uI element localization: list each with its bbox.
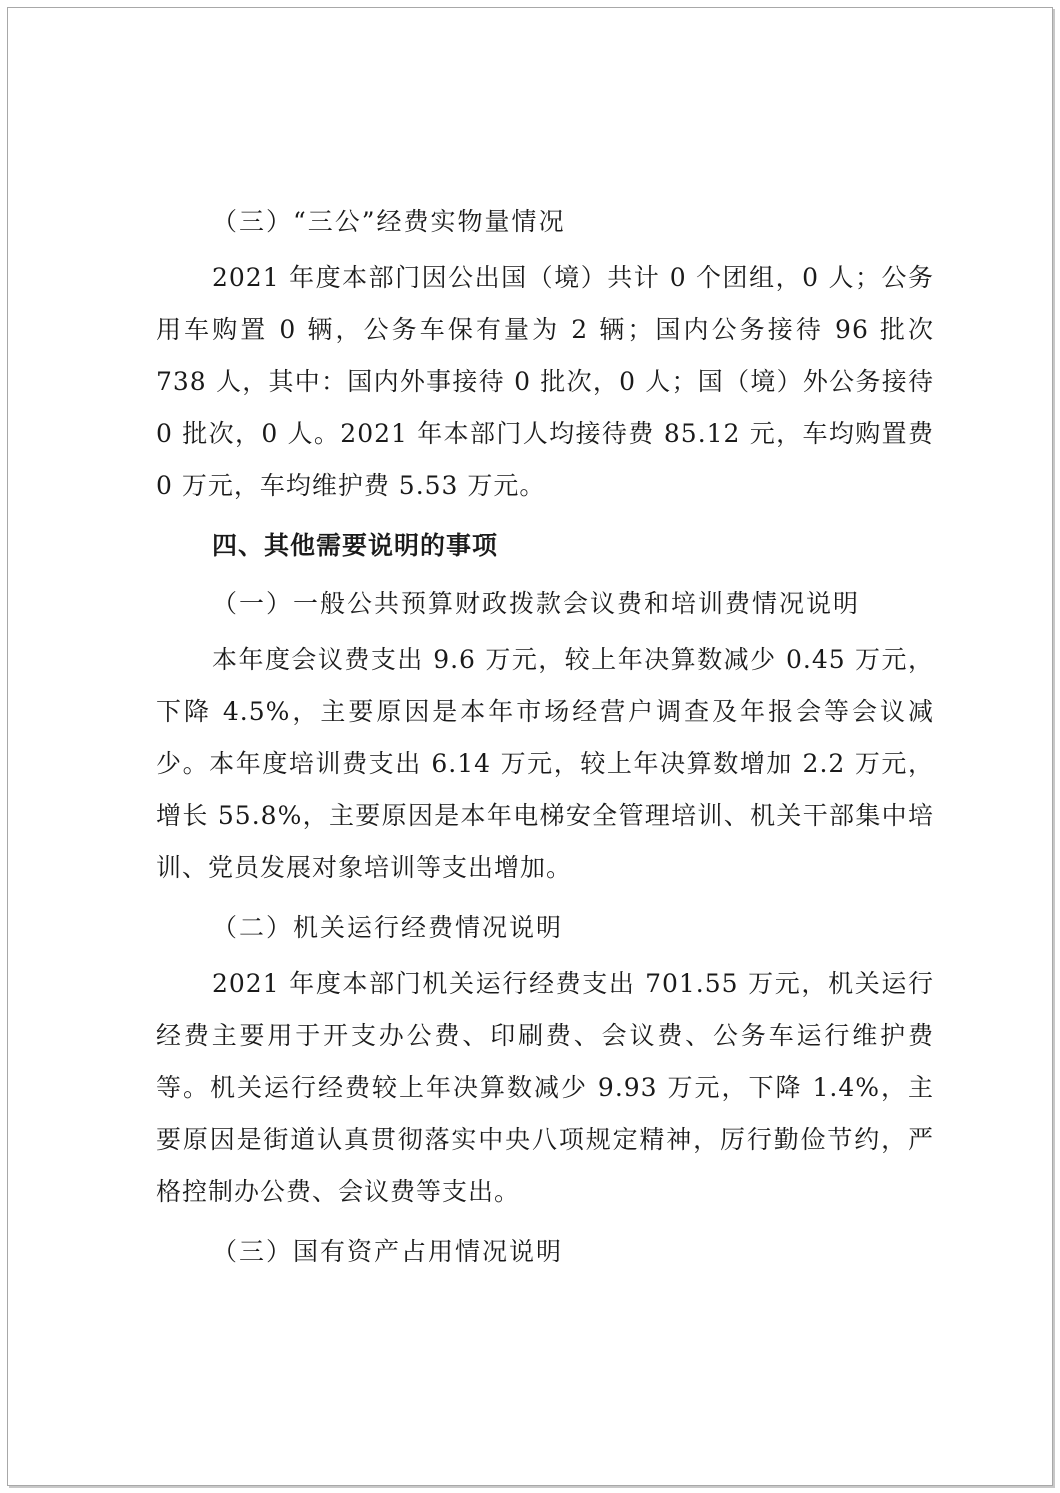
- paragraph-meeting-training: 本年度会议费支出 9.6 万元，较上年决算数减少 0.45 万元，下降 4.5%，主要原因是本年市场经营户调查及年报会等会议减少。本年度培训费支出 6.14 万元，较上年决算数增加 2.2 万元，增长 55.8%，主要原因是本年电梯安全管理培训、机关干部集中培训、党员发展对象培训等支出增加。: [156, 645, 934, 882]
- paragraph-sangong: 2021 年度本部门因公出国（境）共计 0 个团组，0 人；公务用车购置 0 辆，公务车保有量为 2 辆；国内公务接待 96 批次 738 人，其中：国内外事接待 0 批次，0 人；国（境）外公务接待 0 批次，0 人。2021 年本部门人均接待费 85.12 元，车均购置费 0 万元，车均维护费 5.53 万元。: [156, 263, 934, 500]
- document-content: [156, 194, 934, 1282]
- section-heading-other-matters: 四、其他需要说明的事项: [212, 531, 499, 560]
- section-heading-meeting-training: （一）一般公共预算财政拨款会议费和培训费情况说明: [212, 589, 861, 618]
- document-page: [7, 7, 1053, 1486]
- section-heading-state-assets: （三）国有资产占用情况说明: [212, 1237, 564, 1266]
- section-heading-operation-expenses: （二）机关运行经费情况说明: [212, 913, 564, 942]
- paragraph-operation-expenses: 2021 年度本部门机关运行经费支出 701.55 万元，机关运行经费主要用于开支办公费、印刷费、会议费、公务车运行维护费等。机关运行经费较上年决算数减少 9.93 万元，下降 1.4%，主要原因是街道认真贯彻落实中央八项规定精神，厉行勤俭节约，严格控制办公费、会议费等支出。: [156, 969, 934, 1206]
- section-heading-sangong: （三）“三公”经费实物量情况: [212, 207, 566, 236]
